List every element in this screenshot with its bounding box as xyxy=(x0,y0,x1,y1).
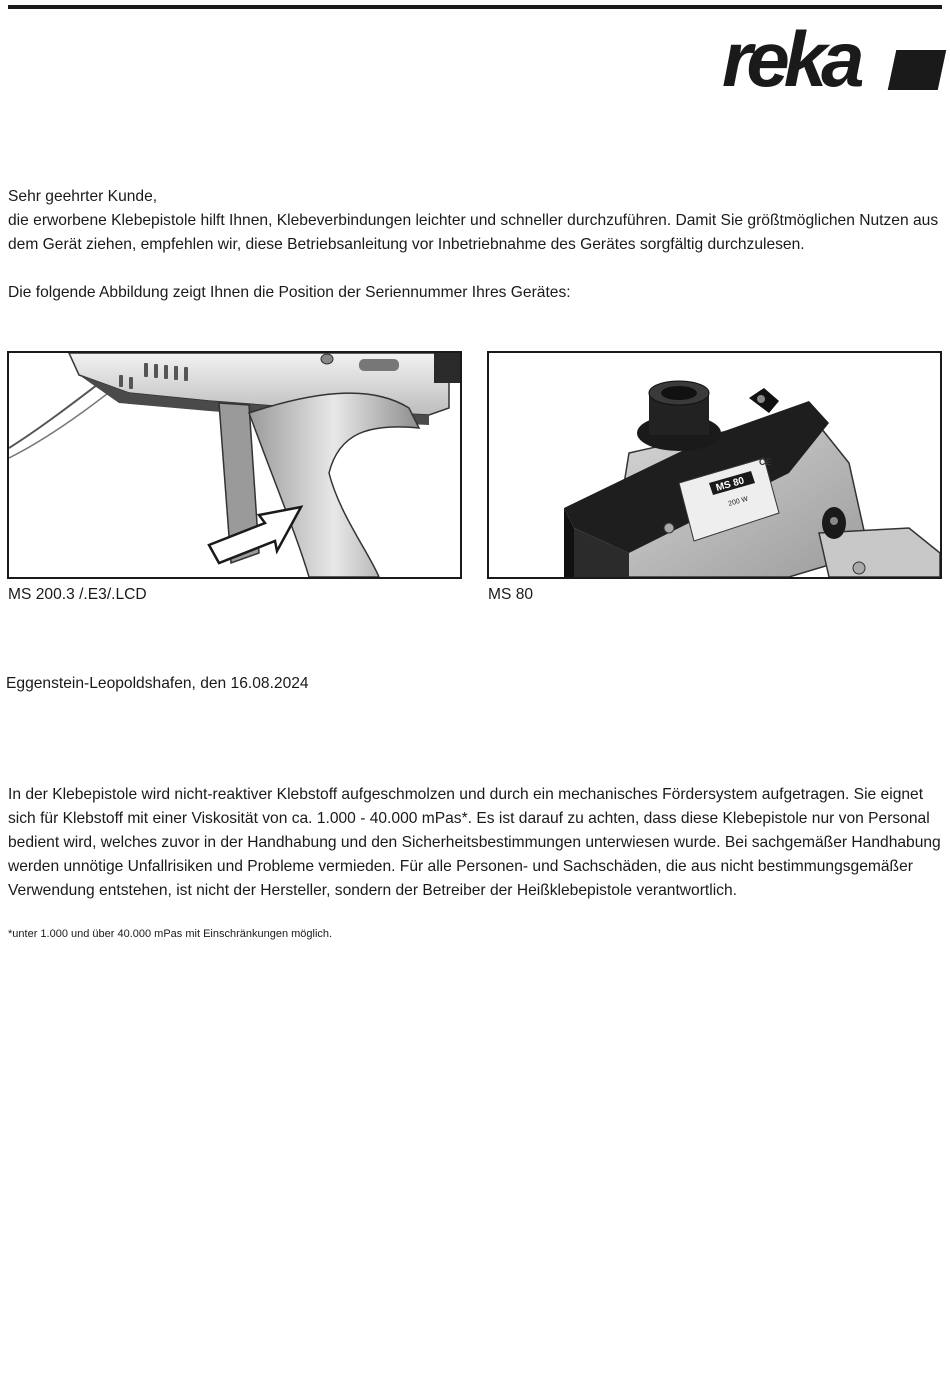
top-rule xyxy=(8,5,942,9)
figure-caption-ms200: MS 200.3 /.E3/.LCD xyxy=(8,586,147,603)
ms80-ce-mark: CE xyxy=(759,457,772,467)
logo-block xyxy=(888,50,947,90)
place-date: Eggenstein-Leopoldshafen, den 16.08.2024 xyxy=(6,675,309,692)
figure-intro: Die folgende Abbildung zeigt Ihnen die Position der Seriennummer Ihres Gerätes: xyxy=(8,284,571,301)
greeting: Sehr geehrter Kunde, xyxy=(8,188,158,205)
figure-ms80 xyxy=(487,351,942,579)
figure-caption-ms80: MS 80 xyxy=(488,586,534,603)
intro-paragraph xyxy=(8,185,943,257)
usage-paragraph: In der Klebepistole wird nicht-reaktiver Klebstoff aufgeschmolzen und durch ein mechanisches Fördersystem aufgetragen. Sie eignet sich für Klebstoff mit einer Viskosität von ca. 1.000 - 40.000 mPas*. Es ist darauf zu achten, dass diese Klebepistole nur von Personal bedient wird, welches zuvor in der Handhabung und den Sicherheitsbestimmungen unterwiesen wurde. Bei sachgemäßer Handhabung werden unnötige Unfallrisiken und Probleme vermieden. Für alle Personen- und Sachschäden, die aus nicht bestimmungsgemäßer Verwendung entstehen, ist nicht der Hersteller, sondern der Betreiber der Heißklebepistole verantwortlich. xyxy=(8,786,941,899)
logo-text: reka xyxy=(722,15,859,103)
reka-logo xyxy=(722,15,944,103)
ms80-power: 200 W xyxy=(727,495,750,508)
footnote: *unter 1.000 und über 40.000 mPas mit Einschränkungen möglich. xyxy=(8,928,333,940)
ms80-illustration xyxy=(489,353,940,577)
figure-ms200-gun xyxy=(7,351,462,579)
intro-text: die erworbene Klebepistole hilft Ihnen, Klebeverbindungen leichter und schneller durchzuführen. Damit Sie größtmöglichen Nutzen aus dem Gerät ziehen, empfehlen wir, diese Betriebsanleitung vor Inbetriebnahme des Gerätes sorgfältig durchzulesen. xyxy=(8,212,939,253)
glue-gun-illustration xyxy=(9,353,460,577)
ms80-label-text: MS 80 xyxy=(714,475,746,494)
